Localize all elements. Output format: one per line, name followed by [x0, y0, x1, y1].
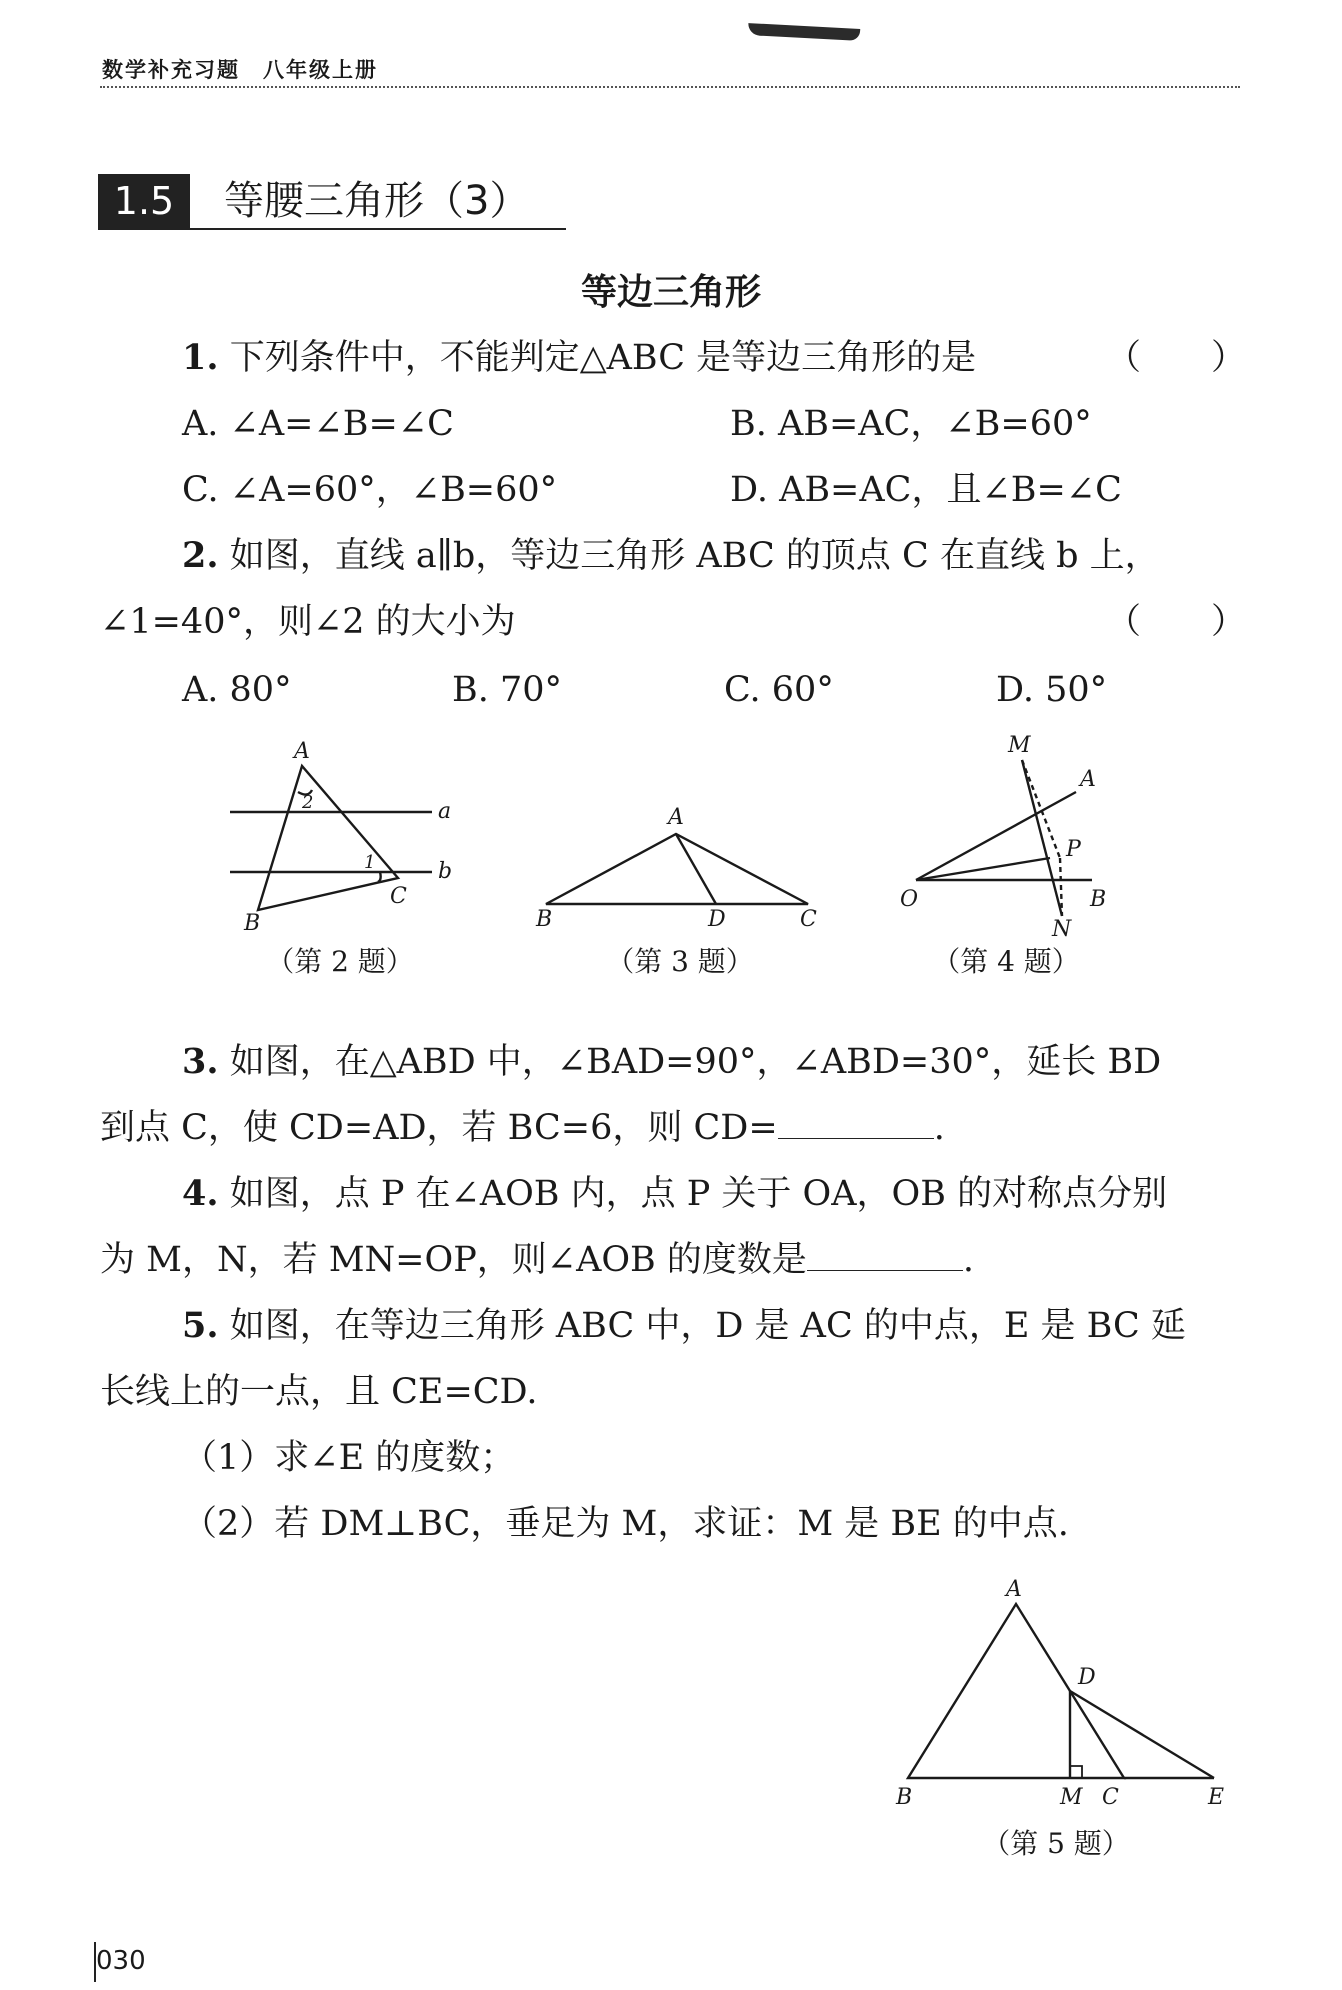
- book-header-title: 数学补充习题 八年级上册: [102, 58, 378, 82]
- fig4-label-P: P: [1066, 837, 1081, 862]
- q2-stem-line2: ∠1=40°，则∠2 的大小为: [100, 602, 516, 642]
- fig2-label-2: 2: [302, 792, 314, 813]
- q4-end: .: [962, 1240, 975, 1280]
- q4-answer-blank[interactable]: [807, 1240, 963, 1271]
- figure-q4-caption: （第 4 题）: [932, 945, 1080, 978]
- q1-number: 1.: [182, 337, 219, 378]
- q1-stem: [182, 336, 976, 380]
- q3-answer-blank[interactable]: [778, 1108, 934, 1139]
- q3-stem-line2: [100, 1106, 945, 1150]
- fig2-label-b: b: [438, 859, 453, 884]
- fig3-triangle: [546, 834, 808, 904]
- figure-q2-caption: （第 2 题）: [266, 945, 414, 978]
- fig5-label-A: A: [1006, 1577, 1022, 1602]
- fig5-segment-DE: [1070, 1691, 1214, 1778]
- q1-option-b: B. AB=AC，∠B=60°: [730, 404, 1092, 444]
- fig2-label-A: A: [294, 740, 310, 764]
- q4-text-line2: 为 M，N，若 MN=OP，则∠AOB 的度数是: [100, 1240, 807, 1280]
- q1-answer-paren: （ ）: [1106, 338, 1247, 378]
- section-underline: [98, 228, 566, 230]
- q2-option-d: D. 50°: [996, 670, 1108, 710]
- q3-text-line1: 如图，在△ABD 中，∠BAD=90°，∠ABD=30°，延长 BD: [229, 1042, 1162, 1082]
- q5-stem-line1: [182, 1304, 1186, 1348]
- q2-text-line1: 如图，直线 a∥b，等边三角形 ABC 的顶点 C 在直线 b 上，: [229, 536, 1160, 576]
- q1-option-c: C. ∠A=60°，∠B=60°: [182, 470, 558, 510]
- fig3-label-A: A: [668, 805, 684, 830]
- fig4-dashed-MP: [1022, 760, 1060, 858]
- fig3-label-C: C: [800, 907, 817, 930]
- q3-stem-line1: [182, 1040, 1161, 1084]
- q4-text-line1: 如图，点 P 在∠AOB 内，点 P 关于 OA，OB 的对称点分别: [229, 1174, 1168, 1214]
- q1-option-a: A. ∠A=∠B=∠C: [182, 404, 454, 444]
- figure-q2: [220, 740, 460, 930]
- fig4-segment-MN: [1022, 760, 1062, 916]
- q5-number: 5.: [182, 1305, 219, 1346]
- subsection-title: 等边三角形: [580, 272, 761, 313]
- section-number: 1.5: [98, 174, 190, 228]
- fig2-label-B: B: [244, 911, 261, 930]
- fig2-label-1: 1: [364, 852, 376, 873]
- fig5-label-M: M: [1060, 1785, 1083, 1810]
- q2-option-b: B. 70°: [452, 670, 563, 710]
- q3-end: .: [933, 1108, 945, 1148]
- q4-stem-line1: [182, 1172, 1167, 1216]
- figure-q5-caption: （第 5 题）: [982, 1827, 1130, 1860]
- q5-text-line1: 如图，在等边三角形 ABC 中，D 是 AC 的中点，E 是 BC 延: [229, 1306, 1186, 1346]
- fig4-label-O: O: [900, 887, 919, 912]
- q2-answer-paren: （ ）: [1106, 602, 1247, 642]
- fig4-label-B: B: [1090, 887, 1107, 912]
- q3-number: 3.: [182, 1041, 219, 1082]
- fig2-label-C: C: [390, 884, 407, 909]
- fig4-label-M: M: [1008, 733, 1031, 758]
- fig5-label-D: D: [1078, 1665, 1096, 1690]
- fig5-right-angle-mark: [1070, 1766, 1082, 1778]
- fig5-label-B: B: [896, 1785, 913, 1810]
- q2-number: 2.: [182, 535, 219, 576]
- page-corner-mark: [748, 23, 860, 41]
- figure-q5: [890, 1560, 1250, 1812]
- q5-part1: （1）求∠E 的度数；: [182, 1438, 516, 1478]
- q1-option-d: D. AB=AC，且∠B=∠C: [730, 470, 1122, 510]
- section-title: 等腰三角形（3）: [224, 178, 530, 224]
- page-number: 030: [96, 1946, 146, 1976]
- fig2-triangle: [258, 766, 398, 910]
- figure-q3: [530, 800, 830, 930]
- header-divider: [100, 86, 1240, 88]
- q4-stem-line2: [100, 1238, 974, 1282]
- figure-q3-caption: （第 3 题）: [606, 945, 754, 978]
- q1-text: 下列条件中，不能判定△ABC 是等边三角形的是: [229, 338, 977, 378]
- figure-q4: [890, 730, 1130, 940]
- fig3-label-D: D: [708, 907, 726, 930]
- fig3-label-B: B: [536, 907, 553, 930]
- fig2-label-a: a: [438, 799, 452, 824]
- fig5-triangle-ABC: [908, 1604, 1124, 1778]
- q5-stem-line2: 长线上的一点，且 CE=CD.: [100, 1372, 538, 1412]
- fig4-label-A: A: [1080, 767, 1096, 792]
- q4-number: 4.: [182, 1173, 219, 1214]
- q5-part2: （2）若 DM⊥BC，垂足为 M，求证：M 是 BE 的中点.: [182, 1504, 1069, 1544]
- q2-stem-line1: [182, 534, 1160, 578]
- q2-option-c: C. 60°: [724, 670, 834, 710]
- fig5-label-E: E: [1208, 1785, 1225, 1810]
- fig4-label-N: N: [1052, 917, 1072, 940]
- q2-option-a: A. 80°: [182, 670, 292, 710]
- q3-text-line2: 到点 C，使 CD=AD，若 BC=6，则 CD=: [100, 1108, 778, 1148]
- fig5-label-C: C: [1102, 1785, 1119, 1810]
- fig2-angle1-arc: [378, 872, 381, 882]
